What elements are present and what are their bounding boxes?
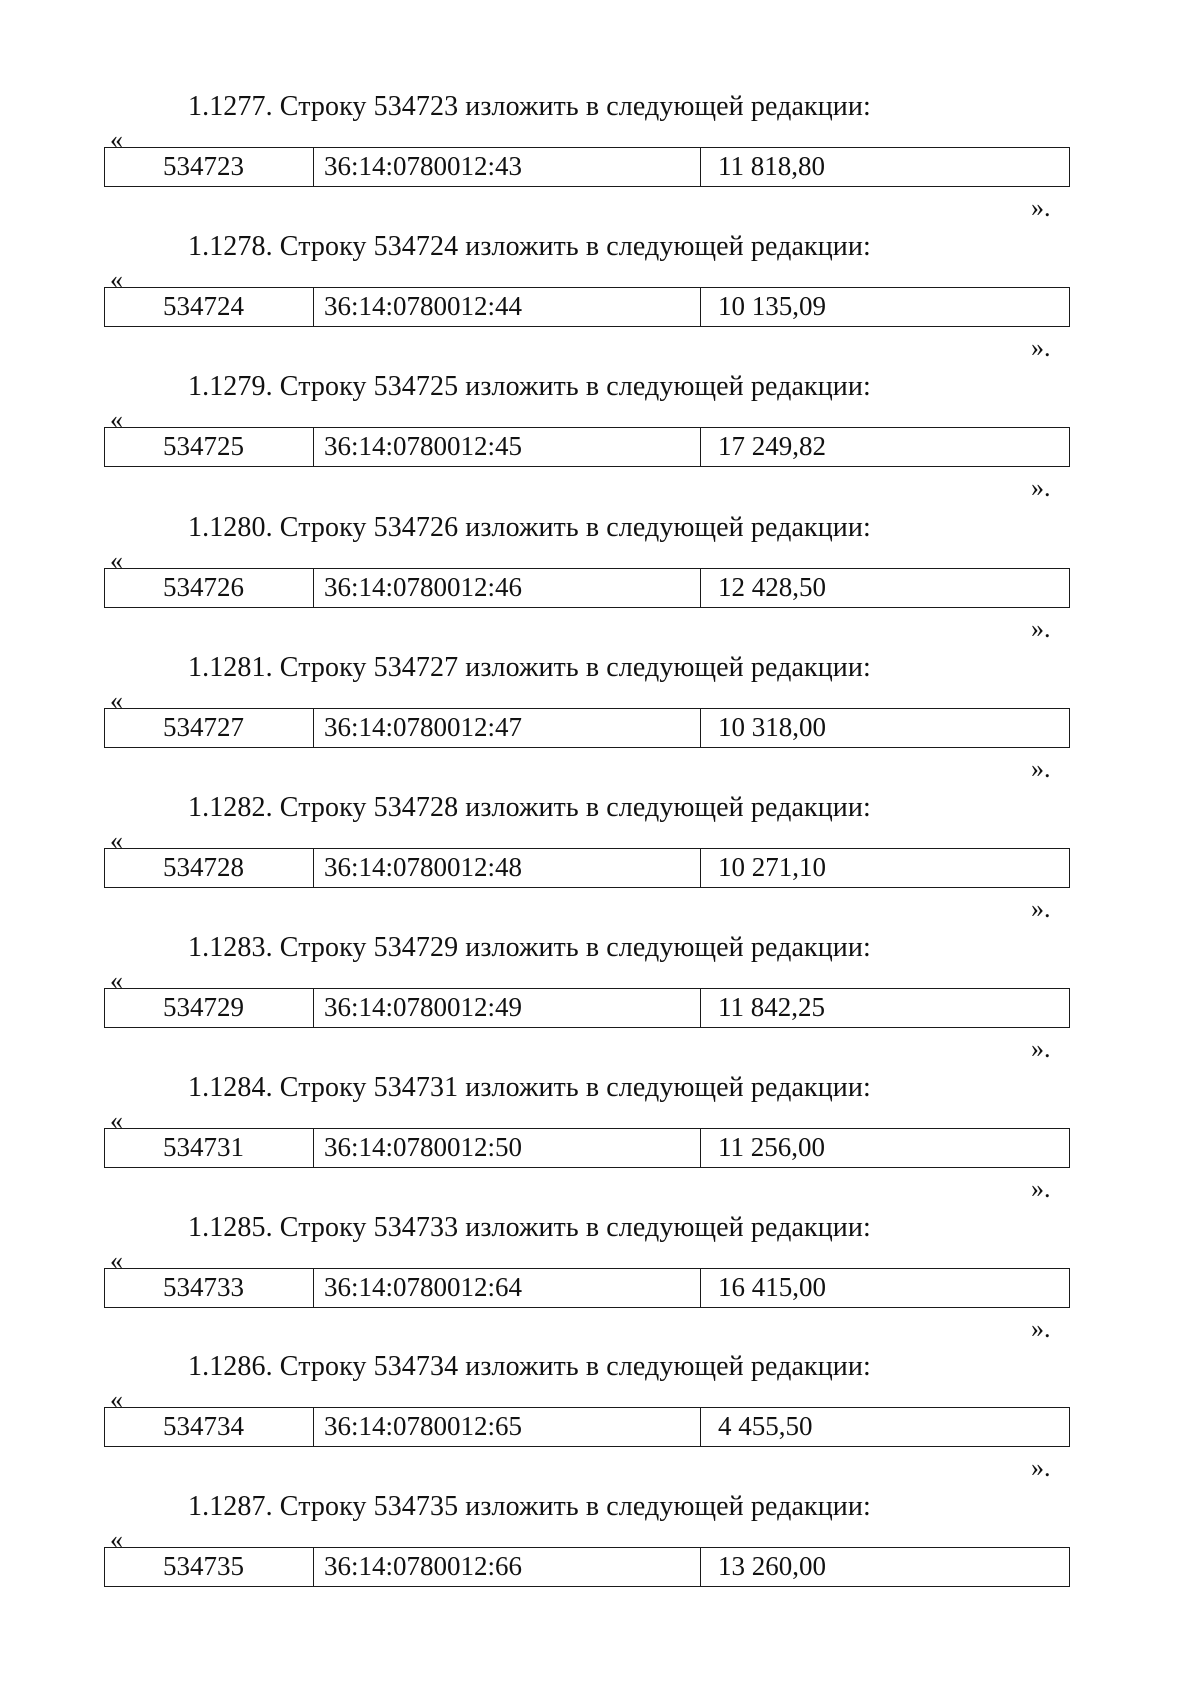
opening-quote: «	[110, 1525, 123, 1554]
value-cell: 10 135,09	[718, 291, 826, 321]
table-row	[104, 1128, 1070, 1168]
amendment-1278	[104, 230, 1070, 370]
table-row	[104, 1547, 1070, 1587]
row-number-cell: 534735	[105, 1548, 314, 1586]
opening-quote: «	[110, 1106, 123, 1135]
row-number-cell: 534727	[105, 709, 314, 747]
opening-quote: «	[110, 546, 123, 575]
amendment-heading: 1.1282. Строку 534728 изложить в следующей редакции:	[188, 792, 871, 823]
row-number-cell: 534729	[105, 989, 314, 1027]
opening-quote: «	[110, 265, 123, 294]
closing-quote: ».	[1031, 193, 1051, 222]
row-number-cell: 534731	[105, 1129, 314, 1167]
table-row	[104, 568, 1070, 608]
value-cell: 4 455,50	[718, 1411, 813, 1441]
table-row	[104, 988, 1070, 1028]
amendment-1284	[104, 1071, 1070, 1211]
closing-quote: ».	[1031, 614, 1051, 643]
row-number-cell: 534725	[105, 428, 314, 466]
table-row	[104, 1268, 1070, 1308]
cadastral-number-cell: 36:14:0780012:48	[314, 849, 701, 887]
value-cell: 10 318,00	[718, 712, 826, 742]
row-number-cell: 534733	[105, 1269, 314, 1307]
value-cell: 10 271,10	[718, 852, 826, 882]
amendment-heading: 1.1279. Строку 534725 изложить в следующей редакции:	[188, 371, 871, 402]
closing-quote: ».	[1031, 333, 1051, 362]
opening-quote: «	[110, 125, 123, 154]
amendment-1286	[104, 1350, 1070, 1490]
row-number-cell: 534726	[105, 569, 314, 607]
table-row	[104, 427, 1070, 467]
closing-quote: ».	[1031, 894, 1051, 923]
opening-quote: «	[110, 826, 123, 855]
value-cell: 17 249,82	[718, 431, 826, 461]
closing-quote: ».	[1031, 1034, 1051, 1063]
value-cell: 16 415,00	[718, 1272, 826, 1302]
cadastral-number-cell: 36:14:0780012:65	[314, 1408, 701, 1446]
amendment-1281	[104, 651, 1070, 791]
row-number-cell: 534734	[105, 1408, 314, 1446]
value-cell: 12 428,50	[718, 572, 826, 602]
amendment-1283	[104, 931, 1070, 1071]
closing-quote: ».	[1031, 1314, 1051, 1343]
opening-quote: «	[110, 405, 123, 434]
value-cell: 13 260,00	[718, 1551, 826, 1581]
table-row	[104, 147, 1070, 187]
opening-quote: «	[110, 1385, 123, 1414]
opening-quote: «	[110, 686, 123, 715]
amendment-1285	[104, 1211, 1070, 1351]
value-cell: 11 818,80	[718, 151, 825, 181]
amendment-heading: 1.1286. Строку 534734 изложить в следующей редакции:	[188, 1351, 871, 1382]
cadastral-number-cell: 36:14:0780012:50	[314, 1129, 701, 1167]
table-row	[104, 708, 1070, 748]
cadastral-number-cell: 36:14:0780012:44	[314, 288, 701, 326]
amendment-1282	[104, 791, 1070, 931]
closing-quote: ».	[1031, 1174, 1051, 1203]
opening-quote: «	[110, 966, 123, 995]
row-number-cell: 534724	[105, 288, 314, 326]
amendment-1277	[104, 90, 1070, 230]
row-number-cell: 534723	[105, 148, 314, 186]
amendment-heading: 1.1278. Строку 534724 изложить в следующей редакции:	[188, 231, 871, 262]
amendment-1280	[104, 511, 1070, 651]
cadastral-number-cell: 36:14:0780012:46	[314, 569, 701, 607]
closing-quote: ».	[1031, 473, 1051, 502]
table-row	[104, 848, 1070, 888]
amendment-heading: 1.1284. Строку 534731 изложить в следующей редакции:	[188, 1072, 871, 1103]
amendment-heading: 1.1283. Строку 534729 изложить в следующей редакции:	[188, 932, 871, 963]
value-cell: 11 256,00	[718, 1132, 825, 1162]
closing-quote: ».	[1031, 754, 1051, 783]
cadastral-number-cell: 36:14:0780012:64	[314, 1269, 701, 1307]
cadastral-number-cell: 36:14:0780012:43	[314, 148, 701, 186]
amendment-1287	[104, 1490, 1070, 1630]
opening-quote: «	[110, 1246, 123, 1275]
cadastral-number-cell: 36:14:0780012:45	[314, 428, 701, 466]
table-row	[104, 287, 1070, 327]
amendment-heading: 1.1277. Строку 534723 изложить в следующей редакции:	[188, 91, 871, 122]
table-row	[104, 1407, 1070, 1447]
closing-quote: ».	[1031, 1453, 1051, 1482]
value-cell: 11 842,25	[718, 992, 825, 1022]
amendment-1279	[104, 370, 1070, 510]
cadastral-number-cell: 36:14:0780012:47	[314, 709, 701, 747]
cadastral-number-cell: 36:14:0780012:49	[314, 989, 701, 1027]
amendment-heading: 1.1281. Строку 534727 изложить в следующей редакции:	[188, 652, 871, 683]
row-number-cell: 534728	[105, 849, 314, 887]
amendment-heading: 1.1287. Строку 534735 изложить в следующей редакции:	[188, 1491, 871, 1522]
cadastral-number-cell: 36:14:0780012:66	[314, 1548, 701, 1586]
amendment-heading: 1.1285. Строку 534733 изложить в следующей редакции:	[188, 1212, 871, 1243]
amendment-heading: 1.1280. Строку 534726 изложить в следующей редакции:	[188, 512, 871, 543]
